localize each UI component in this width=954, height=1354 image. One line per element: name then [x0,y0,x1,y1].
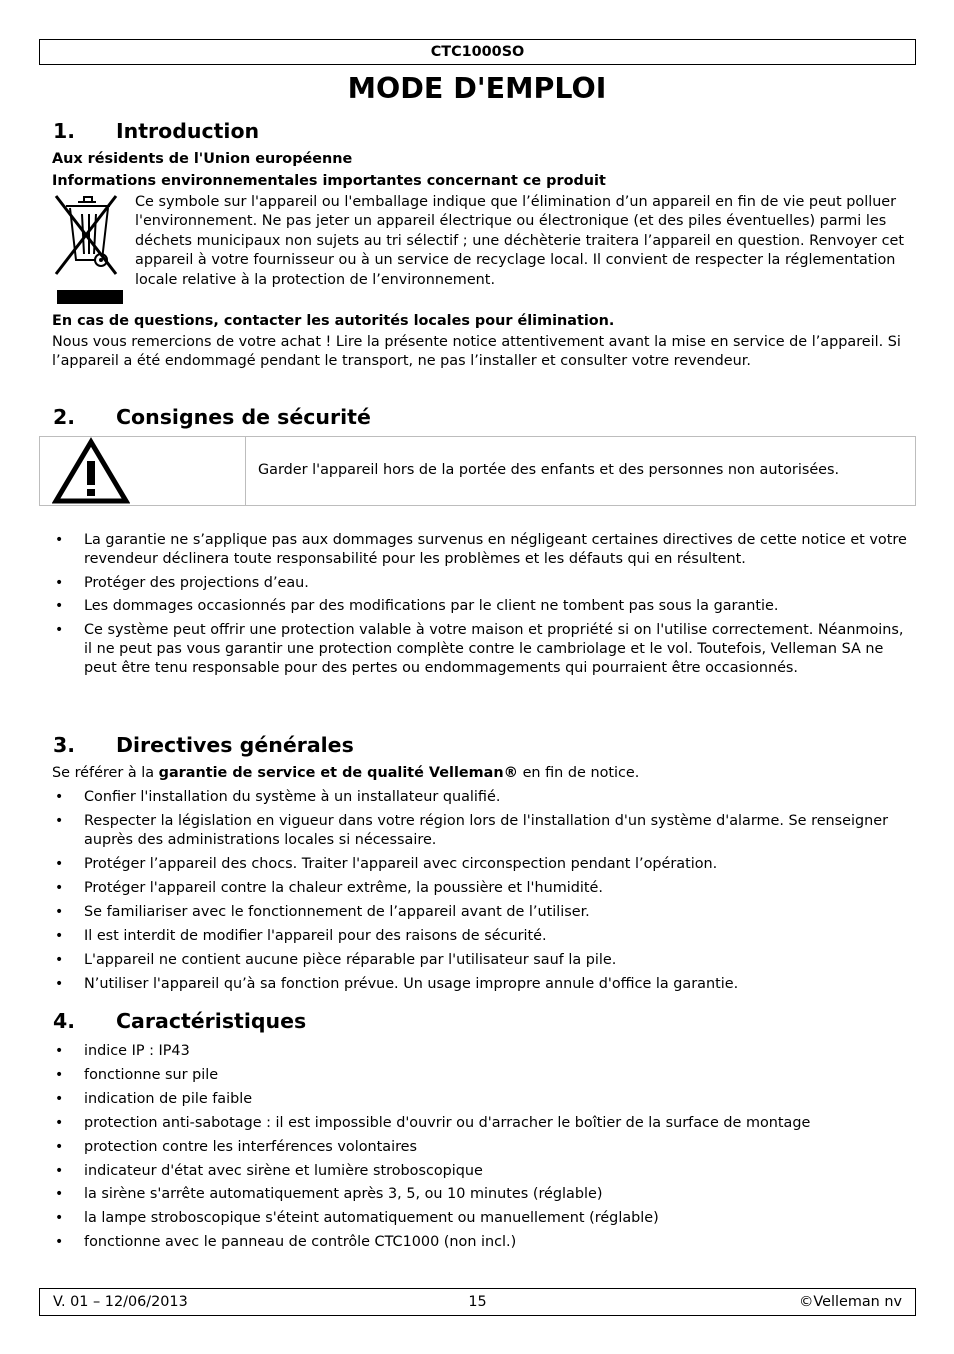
eu-residents-heading: Aux résidents de l'Union européenne [52,151,353,167]
features-list [52,1042,912,1253]
list-item: • Protéger l’appareil des chocs. Traiter l'appareil avec circonspection pendant l’opération. [52,855,912,874]
weee-notice-text: Ce symbole sur l'appareil ou l'emballage indique que l’élimination d’un appareil en fin de vie peut polluer l'environnement. Ne pas jeter un appareil électrique ou électronique (et des piles éventuelles) parmi les déchets municipaux non sujets au tri sélectif ; une déchèterie traitera l’appareil en question. Renvoyer cet appareil à votre fournisseur ou à un service de recyclage local. Il convient de respecter la réglementation locale relative à la protection de l’environnement. [135,194,905,288]
page-header [39,39,916,65]
list-item: • la lampe stroboscopique s'éteint automatiquement ou manuellement (réglable) [52,1209,912,1228]
warning-triangle-icon [52,437,130,505]
env-info-heading: Informations environnementales importantes concernant ce produit [52,173,606,189]
list-item: • Protéger l'appareil contre la chaleur extrême, la poussière et l'humidité. [52,879,912,898]
section-title: Introduction [116,119,260,143]
list-item: • Ce système peut offrir une protection valable à votre maison et propriété si on l'utilise correctement. Néanmoins, il ne peut pas vous garantir une protection complète contre le cambriolage et le vol. Toutefois, Velleman SA ne peut être tenu responsable pour des pertes ou endommagements qui pourraient être occasionnés. [52,621,912,679]
copyright: ©Velleman nv [799,1294,902,1310]
warranty-name: garantie de service et de qualité Velleman® [158,765,518,781]
section-title: Consignes de sécurité [116,405,371,429]
list-item: • L'appareil ne contient aucune pièce réparable par l'utilisateur sauf la pile. [52,951,912,970]
list-item: • indice IP : IP43 [52,1042,912,1061]
list-item: • Confier l'installation du système à un installateur qualifié. [52,788,912,807]
weee-bin-icon [52,194,124,312]
list-item: • La garantie ne s’applique pas aux dommages survenus en négligeant certaines directives de cette notice et votre revendeur déclinera toute responsabilité pour les problèmes et les défauts qui en résultent. [52,531,912,570]
list-item: • Protéger des projections d’eau. [52,574,912,593]
list-item: • N’utiliser l'appareil qu’à sa fonction prévue. Un usage impropre annule d'office la garantie. [52,975,912,994]
section-title: Caractéristiques [116,1009,307,1033]
list-item: • Les dommages occasionnés par des modifications par le client ne tombent pas sous la garantie. [52,597,912,616]
warning-table [39,436,916,506]
list-item: • protection contre les interférences volontaires [52,1138,912,1157]
thanks-paragraph: Nous vous remercions de votre achat ! Lire la présente notice attentivement avant la mise en service de l’appareil. Si l’appareil a été endommagé pendant le transport, ne pas l’installer et consulter votre revendeur. [52,334,901,370]
warranty-reference: Se référer à la garantie de service et de qualité Velleman® en fin de notice. [52,765,640,781]
section-number: 3. [53,733,76,757]
list-item: • protection anti-sabotage : il est impossible d'ouvrir ou d'arracher le boîtier de la surface de montage [52,1114,912,1133]
page-number: 15 [468,1294,487,1310]
warning-text: Garder l'appareil hors de la portée des enfants et des personnes non autorisées. [258,462,840,478]
list-item: • fonctionne sur pile [52,1066,912,1085]
list-item: • fonctionne avec le panneau de contrôle CTC1000 (non incl.) [52,1233,912,1252]
section-number: 2. [53,405,76,429]
section-number: 4. [53,1009,76,1033]
list-item: • la sirène s'arrête automatiquement après 3, 5, ou 10 minutes (réglable) [52,1185,912,1204]
list-item: • Il est interdit de modifier l'appareil pour des raisons de sécurité. [52,927,912,946]
section-number: 1. [53,119,76,143]
list-item: • indicateur d'état avec sirène et lumière stroboscopique [52,1162,912,1181]
page-title: MODE D'EMPLOI [347,72,607,105]
list-item: • Se familiariser avec le fonctionnement de l’appareil avant de l’utiliser. [52,903,912,922]
safety-list [52,531,912,679]
version-date: V. 01 – 12/06/2013 [53,1294,188,1310]
list-item: • Respecter la législation en vigueur dans votre région lors de l'installation d'un système d'alarme. Se renseigner auprès des administrations locales si nécessaire. [52,812,912,851]
section-title: Directives générales [116,733,354,757]
warning-icon-cell [40,437,246,505]
list-item: • indication de pile faible [52,1090,912,1109]
general-list [52,788,912,995]
contact-authorities-text: En cas de questions, contacter les autorités locales pour élimination. [52,313,615,329]
model-number: CTC1000SO [430,44,525,60]
page-footer [39,1288,916,1316]
